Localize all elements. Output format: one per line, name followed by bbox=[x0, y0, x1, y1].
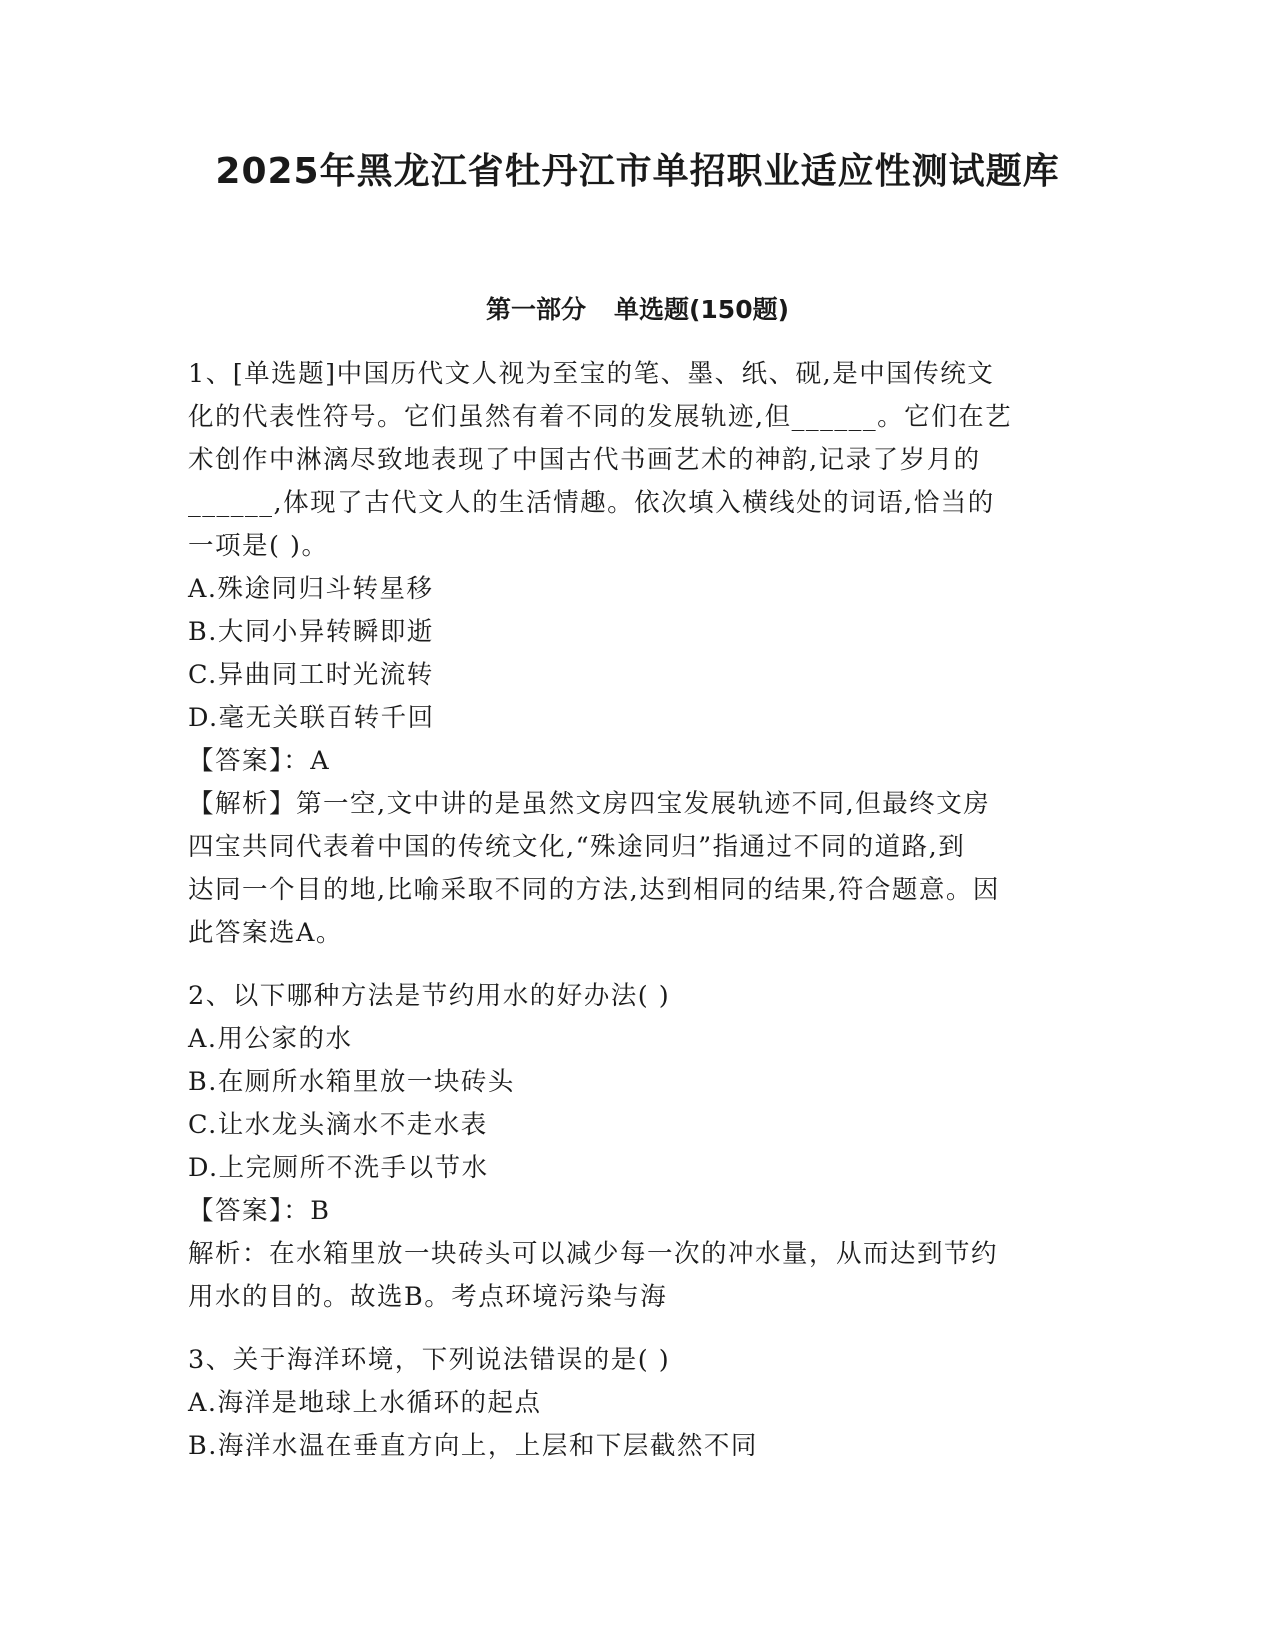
question-1-option-a: A.殊途同归斗转星移 bbox=[188, 574, 434, 604]
question-2-option-b: B.在厕所水箱里放一块砖头 bbox=[188, 1067, 515, 1097]
question-2-analysis-line: 解析：在水箱里放一块砖头可以减少每一次的冲水量，从而达到节约 bbox=[188, 1239, 999, 1269]
question-2-answer: 【答案】：B bbox=[188, 1196, 331, 1226]
question-1-analysis-line: 四宝共同代表着中国的传统文化,“殊途同归”指通过不同的道路,到 bbox=[188, 832, 966, 862]
question-3-stem-line: 3、关于海洋环境，下列说法错误的是( ) bbox=[188, 1345, 671, 1375]
question-1-stem-line: 一项是( )。 bbox=[188, 531, 329, 561]
question-2-stem-line: 2、以下哪种方法是节约用水的好办法( ) bbox=[188, 981, 671, 1011]
question-2-option-d: D.上完厕所不洗手以节水 bbox=[188, 1153, 489, 1183]
question-1-option-c: C.异曲同工时光流转 bbox=[188, 660, 434, 690]
question-1-option-b: B.大同小异转瞬即逝 bbox=[188, 617, 434, 647]
question-1-stem-line: 化的代表性符号。它们虽然有着不同的发展轨迹,但______。它们在艺 bbox=[188, 402, 1013, 432]
section-subtitle: 单选题(150题) bbox=[613, 295, 790, 324]
question-1-option-d: D.毫无关联百转千回 bbox=[188, 703, 435, 733]
question-1-answer: 【答案】：A bbox=[188, 746, 331, 776]
question-1-analysis-line: 达同一个目的地,比喻采取不同的方法,达到相同的结果,符合题意。因 bbox=[188, 875, 1000, 905]
document-title: 2025年黑龙江省牡丹江市单招职业适应性测试题库 bbox=[215, 151, 1060, 192]
question-spacer bbox=[188, 1319, 1068, 1339]
question-2 bbox=[188, 975, 1068, 1319]
question-1-stem-line: 术创作中淋漓尽致地表现了中国古代书画艺术的神韵,记录了岁月的 bbox=[188, 445, 981, 475]
question-1-stem-line: ______,体现了古代文人的生活情趣。依次填入横线处的词语,恰当的 bbox=[188, 488, 995, 518]
question-3 bbox=[188, 1339, 1068, 1468]
question-1-analysis-line: 此答案选A。 bbox=[188, 918, 343, 948]
question-spacer bbox=[188, 955, 1068, 975]
question-1-stem-line: 1、[单选题]中国历代文人视为至宝的笔、墨、纸、砚,是中国传统文 bbox=[188, 359, 995, 389]
question-3-option-b: B.海洋水温在垂直方向上，上层和下层截然不同 bbox=[188, 1431, 758, 1461]
question-list bbox=[188, 353, 1068, 1468]
section-heading bbox=[0, 293, 1275, 327]
section-title: 第一部分 bbox=[485, 295, 586, 324]
question-1-analysis-line: 【解析】第一空,文中讲的是虽然文房四宝发展轨迹不同,但最终文房 bbox=[188, 789, 991, 819]
question-1 bbox=[188, 353, 1068, 955]
question-2-analysis-line: 用水的目的。故选B。考点环境污染与海 bbox=[188, 1282, 668, 1312]
question-3-option-a: A.海洋是地球上水循环的起点 bbox=[188, 1388, 542, 1418]
question-2-option-c: C.让水龙头滴水不走水表 bbox=[188, 1110, 488, 1140]
question-2-option-a: A.用公家的水 bbox=[188, 1024, 353, 1054]
